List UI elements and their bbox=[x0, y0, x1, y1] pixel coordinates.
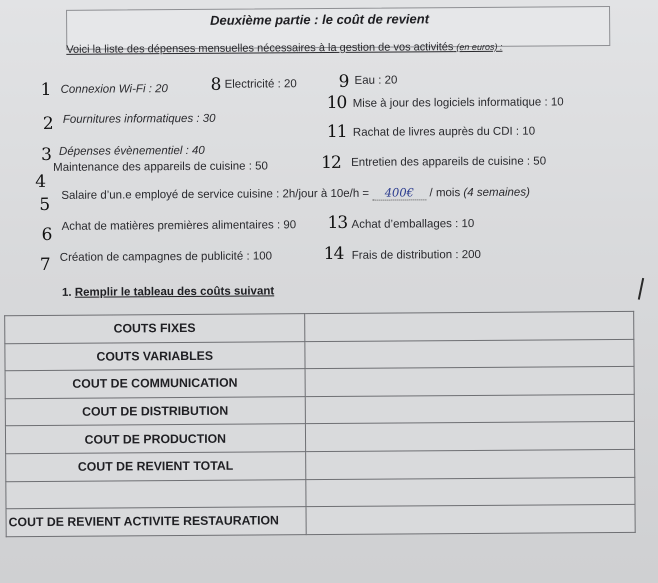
page-title: Deuxième partie : le coût de revient bbox=[210, 11, 430, 28]
expense-item: Achat de matières premières alimentaires : 90 bbox=[61, 219, 297, 233]
row-label: COUT DE REVIENT ACTIVITE RESTAURATION bbox=[6, 507, 306, 537]
item-number: 3 bbox=[40, 144, 51, 166]
item-number: 5 bbox=[39, 194, 50, 216]
row-value-cell[interactable] bbox=[304, 339, 634, 369]
row-label: COUT DE DISTRIBUTION bbox=[5, 396, 305, 426]
intro-text: Voici la liste des dépenses mensuelles nécessaires à la gestion de vos activités bbox=[66, 41, 454, 56]
pen-mark bbox=[638, 278, 644, 300]
expense-item: Electricité : 20 bbox=[224, 78, 297, 91]
intro-line bbox=[66, 41, 502, 56]
item-number: 12 bbox=[321, 152, 341, 174]
item-number: 8 bbox=[210, 74, 221, 95]
item-number: 10 bbox=[326, 92, 347, 114]
item-number: 2 bbox=[42, 113, 53, 134]
item-number: 4 bbox=[35, 171, 46, 193]
salary-text: Salaire d’un.e employé de service cuisine : 2h/jour à 10e/h = bbox=[61, 187, 370, 202]
salary-period: / mois bbox=[429, 187, 461, 200]
table-row bbox=[5, 422, 634, 454]
expense-item: Dépenses évènementiel : 40 bbox=[58, 144, 205, 158]
row-label: COUT DE REVIENT TOTAL bbox=[6, 452, 306, 482]
row-label: COUT DE COMMUNICATION bbox=[5, 369, 305, 399]
row-value-cell[interactable] bbox=[305, 477, 635, 507]
salary-answer: 400€ bbox=[372, 185, 426, 200]
expense-item: Mise à jour des logiciels informatique : 10 bbox=[352, 96, 564, 110]
row-label: COUTS VARIABLES bbox=[5, 341, 305, 371]
expense-item: Maintenance des appareils de cuisine : 50 bbox=[53, 160, 268, 174]
row-value-cell[interactable] bbox=[304, 311, 634, 341]
table-row bbox=[5, 394, 634, 426]
expense-item: Création de campagnes de publicité : 100 bbox=[59, 250, 273, 264]
expense-item: Connexion Wi-Fi : 20 bbox=[60, 83, 168, 96]
expense-item: Entretien des appareils de cuisine : 50 bbox=[351, 155, 547, 169]
expense-item: Eau : 20 bbox=[354, 74, 398, 87]
cost-table bbox=[4, 311, 636, 537]
row-label bbox=[6, 479, 306, 509]
row-value-cell[interactable] bbox=[305, 394, 635, 424]
item-number: 7 bbox=[39, 254, 50, 276]
row-label: COUT DE PRODUCTION bbox=[5, 424, 305, 454]
expense-item: Achat d’emballages : 10 bbox=[351, 217, 475, 231]
table-row bbox=[5, 311, 634, 343]
row-value-cell[interactable] bbox=[305, 422, 635, 452]
item-number: 9 bbox=[338, 71, 349, 92]
row-label: COUTS FIXES bbox=[5, 314, 305, 344]
question-title bbox=[62, 285, 274, 298]
question-number: 1. bbox=[61, 286, 72, 299]
question-text: Remplir le tableau des coûts suivant bbox=[74, 285, 275, 299]
item-number: 1 bbox=[40, 79, 51, 101]
table-row bbox=[6, 449, 635, 481]
table-row bbox=[5, 367, 634, 399]
item-number: 13 bbox=[327, 212, 348, 234]
expense-item: Frais de distribution : 200 bbox=[351, 248, 481, 262]
row-value-cell[interactable] bbox=[305, 449, 635, 479]
table-row bbox=[5, 339, 634, 371]
table-row bbox=[6, 505, 635, 537]
table-row bbox=[6, 477, 635, 509]
intro-unit-note: (en euros) : bbox=[456, 41, 503, 53]
row-value-cell[interactable] bbox=[305, 367, 635, 397]
item-number: 6 bbox=[41, 224, 52, 246]
expense-item bbox=[61, 185, 530, 203]
salary-note: (4 semaines) bbox=[463, 186, 530, 200]
item-number: 14 bbox=[323, 243, 344, 265]
expense-item: Fournitures informatiques : 30 bbox=[62, 112, 216, 126]
expense-item: Rachat de livres auprès du CDI : 10 bbox=[352, 125, 536, 139]
row-value-cell[interactable] bbox=[306, 505, 636, 535]
item-number: 11 bbox=[326, 121, 347, 143]
